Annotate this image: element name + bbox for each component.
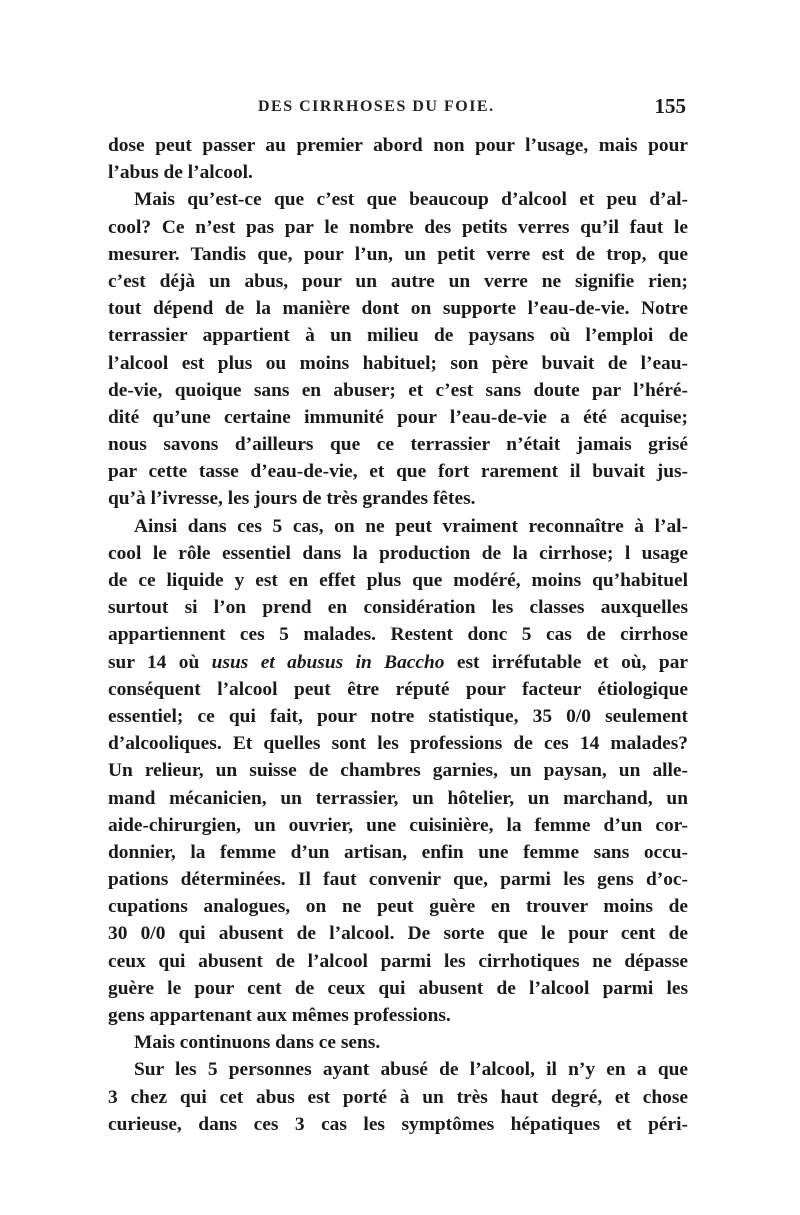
text-line: d’alcooliques. Et quelles sont les professions de ces 14 malades? — [108, 733, 688, 755]
text-line: sur 14 où usus et abusus in Baccho est irréfutable et où, par — [108, 651, 688, 673]
text-line: par cette tasse d’eau-de-vie, et que fort rarement il buvait jus- — [108, 461, 688, 483]
text-line: guère le pour cent de ceux qui abusent de l’alcool parmi les — [108, 977, 688, 999]
text-line: donnier, la femme d’un artisan, enfin une femme sans occu- — [108, 841, 688, 863]
text-line: dité qu’une certaine immunité pour l’eau-de-vie a été acquise; — [108, 406, 688, 428]
running-head — [108, 94, 688, 124]
page-number: 155 — [654, 94, 686, 118]
body-text — [108, 132, 688, 1138]
text-line: cupations analogues, on ne peut guère en trouver moins de — [108, 896, 688, 918]
text-line: Mais continuons dans ce sens. — [134, 1032, 381, 1054]
text-line: pations déterminées. Il faut convenir que, parmi les gens d’oc- — [108, 869, 688, 891]
text-line: 3 chez qui cet abus est porté à un très haut degré, et chose — [108, 1086, 688, 1108]
text-line: aide-chirurgien, un ouvrier, une cuisinière, la femme d’un cor- — [108, 814, 688, 836]
text-line: gens appartenant aux mêmes professions. — [108, 1005, 451, 1026]
text-line: Sur les 5 personnes ayant abusé de l’alcool, il n’y en a que — [134, 1059, 688, 1081]
text-line: curieuse, dans ces 3 cas les symptômes hépatiques et péri- — [108, 1113, 688, 1135]
text-line: mesurer. Tandis que, pour l’un, un petit verre est de trop, que — [108, 243, 688, 265]
text-line: nous savons d’ailleurs que ce terrassier n’était jamais grisé — [108, 434, 688, 456]
text-line: 30 0/0 qui abusent de l’alcool. De sorte que le pour cent de — [108, 923, 688, 945]
text-line: l’abus de l’alcool. — [108, 162, 253, 184]
text-line: qu’à l’ivresse, les jours de très grandes fêtes. — [108, 488, 476, 510]
text-line: essentiel; ce qui fait, pour notre statistique, 35 0/0 seulement — [108, 705, 688, 727]
text-line: terrassier appartient à un milieu de paysans où l’emploi de — [108, 325, 688, 347]
text-line: cool? Ce n’est pas par le nombre des petits verres qu’il faut le — [108, 216, 688, 238]
running-title: DES CIRRHOSES DU FOIE. — [258, 98, 495, 115]
text-line: Mais qu’est-ce que c’est que beaucoup d’alcool et peu d’al- — [134, 189, 688, 211]
text-line: mand mécanicien, un terrassier, un hôtelier, un marchand, un — [108, 787, 688, 809]
text-line: c’est déjà un abus, pour un autre un verre ne signifie rien; — [108, 270, 688, 292]
text-line: Un relieur, un suisse de chambres garnies, un paysan, un alle- — [108, 760, 688, 782]
text-line: cool le rôle essentiel dans la production de la cirrhose; l usage — [108, 542, 688, 564]
text-line: appartiennent ces 5 malades. Restent donc 5 cas de cirrhose — [108, 624, 688, 646]
text-line: Ainsi dans ces 5 cas, on ne peut vraiment reconnaître à l’al- — [134, 515, 688, 537]
text-line: surtout si l’on prend en considération les classes auxquelles — [108, 597, 688, 619]
text-line: de-vie, quoique sans en abuser; et c’est sans doute par l’héré- — [108, 379, 688, 401]
text-line: l’alcool est plus ou moins habituel; son père buvait de l’eau- — [108, 352, 688, 374]
text-line: tout dépend de la manière dont on supporte l’eau-de-vie. Notre — [108, 298, 688, 320]
text-line: dose peut passer au premier abord non pour l’usage, mais pour — [108, 135, 688, 156]
text-line: de ce liquide y est en effet plus que modéré, moins qu’habituel — [108, 570, 688, 591]
text-line: ceux qui abusent de l’alcool parmi les cirrhotiques ne dépasse — [108, 950, 688, 972]
text-line: conséquent l’alcool peut être réputé pour facteur étiologique — [108, 678, 688, 700]
